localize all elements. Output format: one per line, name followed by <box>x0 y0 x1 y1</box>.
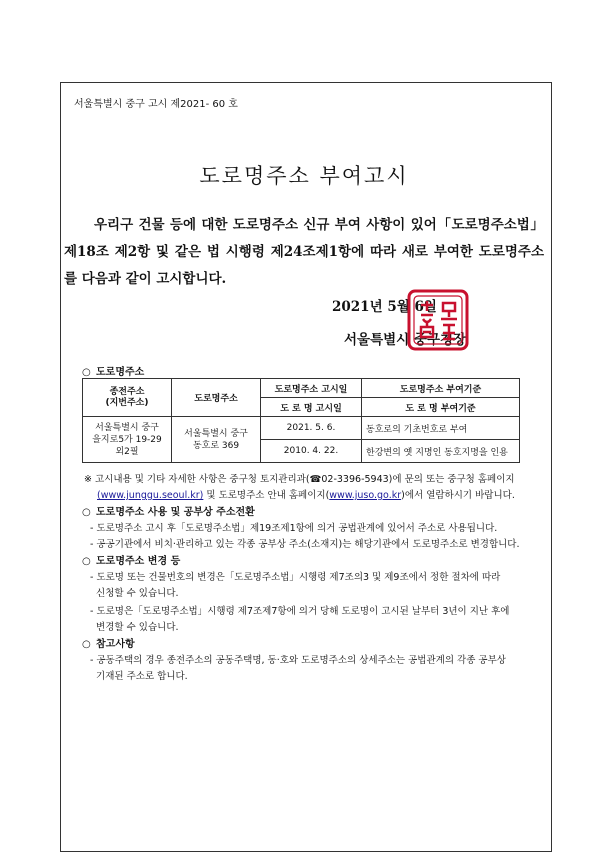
section4-heading: ○ 참고사항 <box>82 639 135 650</box>
section3-item: - 도로명은「도로명주소법」시행령 제7조제7항에 의거 당해 도로명이 고시된 날부터 3년이 지난 후에 <box>90 606 510 617</box>
section3-item: 변경할 수 있습니다. <box>90 622 179 633</box>
official-seal <box>405 287 471 353</box>
section2-item: - 도로명주소 고시 후「도로명주소법」제19조제1항에 의거 공법관계에 있어서 주소로 사용됩니다. <box>90 523 498 534</box>
header-road-notice-date: 도 로 명 고시일 <box>261 398 362 417</box>
cell-road-address: 서울특별시 중구 동호로 369 <box>172 417 261 463</box>
header-notice-date: 도로명주소 고시일 <box>261 379 362 398</box>
section3-item: 신청할 수 있습니다. <box>90 588 179 599</box>
cell-road-notice-date: 2010. 4. 22. <box>261 440 362 463</box>
section3-item: - 도로명 또는 건물번호의 변경은「도로명주소법」시행령 제7조의3 및 제9조에서 정한 절차에 따라 <box>90 572 501 583</box>
header-road-address: 도로명주소 <box>172 379 261 417</box>
cell-assign-basis: 동호로의 기초번호로 부여 <box>362 417 520 440</box>
inquiry-note: ※ 고시내용 및 기타 자세한 사항은 중구청 토지관리과(☎02-3396-5943)에 문의 또는 중구청 홈페이지 <box>84 474 515 485</box>
section2-heading: ○ 도로명주소 사용 및 공부상 주소전환 <box>82 507 255 518</box>
address-table <box>82 378 520 463</box>
section4-item: - 공동주택의 경우 종전주소의 공동주택명, 동·호와 도로명주소의 상세주소는 공법관계의 각종 공부상 <box>90 655 506 666</box>
cell-previous-address: 서울특별시 중구 을지로5가 19-29 외2필 <box>83 417 172 463</box>
inquiry-note-line2: (www.junggu.seoul.kr) 및 도로명주소 안내 홈페이지(www.juso.go.kr)에서 열람하시기 바랍니다. <box>97 490 515 501</box>
header-previous-address: 종전주소 (지번주소) <box>83 379 172 417</box>
notice-body: 우리구 건물 등에 대한 도로명주소 신규 부여 사항이 있어「도로명주소법」제18조 제2항 및 같은 법 시행령 제24조제1항에 따라 새로 부여한 도로명주소를 다음과 같이 고시합니다. <box>64 217 544 287</box>
section4-item: 기재된 주소로 합니다. <box>90 671 188 682</box>
header-assign-basis: 도로명주소 부여기준 <box>362 379 520 398</box>
cell-notice-date: 2021. 5. 6. <box>261 417 362 440</box>
notice-number: 서울특별시 중구 고시 제2021- 60 호 <box>74 99 238 110</box>
section3-heading: ○ 도로명주소 변경 등 <box>82 556 181 567</box>
document-title: 도로명주소 부여고시 <box>199 164 409 188</box>
notice-date: 2021년 5월 6일 <box>332 299 437 315</box>
document-frame <box>60 82 552 852</box>
section1-heading: ○ 도로명주소 <box>82 367 145 378</box>
district-homepage-link[interactable]: (www.junggu.seoul.kr) <box>97 490 204 501</box>
header-road-assign-basis: 도 로 명 부여기준 <box>362 398 520 417</box>
cell-road-assign-basis: 한강변의 옛 지명인 동호지명을 인용 <box>362 440 520 463</box>
issuer-name: 서울특별시 중구청장 <box>344 332 467 348</box>
section2-item: - 공공기관에서 비치·관리하고 있는 각종 공부상 주소(소재지)는 해당기관에서 도로명주소로 변경합니다. <box>90 539 520 550</box>
juso-homepage-link[interactable]: www.juso.go.kr <box>329 490 402 501</box>
